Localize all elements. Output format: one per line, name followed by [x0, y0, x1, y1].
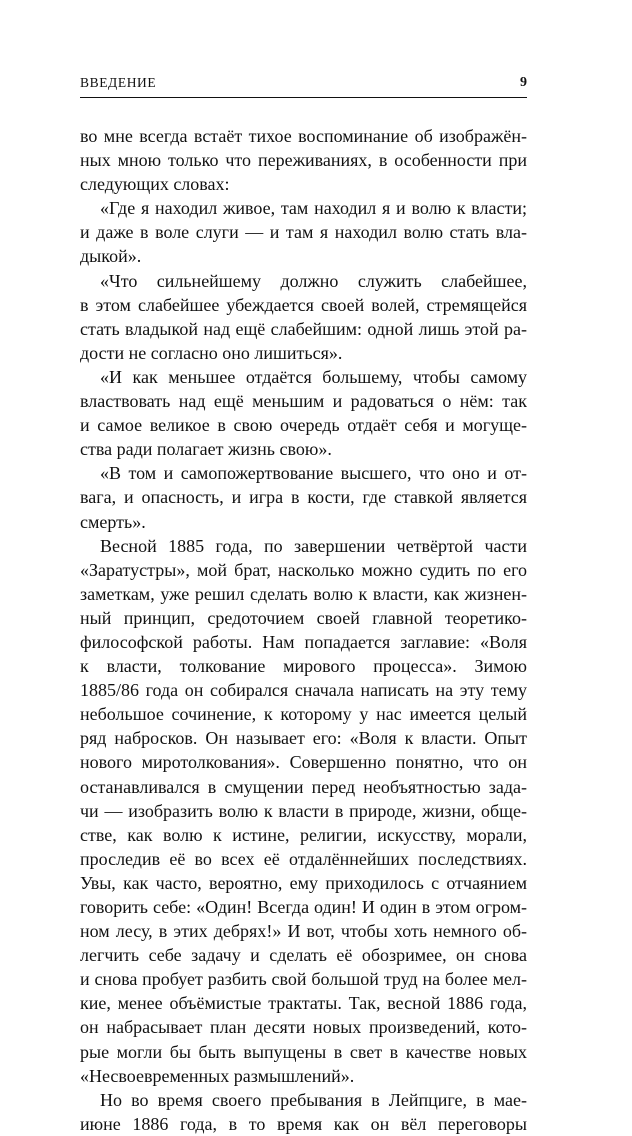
text-line: смерть». [80, 511, 146, 532]
text-line: «Несвоевременных размышлений». [80, 1065, 355, 1086]
text-line: к власти, толкование мирового процесса». Зимою [80, 656, 527, 677]
text-line: во мне всегда встаёт тихое воспоминание об изображён- [80, 126, 527, 146]
text-line: стве, как волю к истине, религии, искусству, морали, [80, 824, 527, 845]
text-line: «И как меньшее отдаётся большему, чтобы самому [100, 366, 527, 387]
running-head-title: ВВЕДЕНИЕ [80, 75, 157, 90]
text-line: ных мною только что переживаниях, в особенности при [80, 150, 527, 171]
text-line: он набрасывает план десяти новых произведений, кото- [80, 1017, 527, 1038]
text-line: и снова пробует разбить свой большой труд на более мел- [80, 969, 527, 990]
text-line: говорить себе: «Один! Всегда один! И один в этом огром- [80, 897, 527, 917]
text-line: чи — изобразить волю к власти в природе, жизни, обще- [80, 800, 527, 821]
text-line: Но во время своего пребывания в Лейпциге, в мае- [100, 1089, 527, 1110]
text-line: властвовать над ещё меньшим и радоваться о нём: так [80, 391, 527, 412]
text-line: Увы, как часто, вероятно, ему приходилось с отчаянием [80, 872, 527, 893]
text-line: небольшое сочинение, к которому у нас имеется целый [80, 704, 527, 725]
text-line: 1885/86 года он собирался сначала написать на эту тему [80, 680, 527, 701]
text-line: стать владыкой над ещё слабейшим: одной лишь этой ра- [80, 318, 527, 339]
text-line: рые могли бы быть выпущены в свет в качестве новых [80, 1041, 527, 1062]
text-line: вага, и опасность, и игра в кости, где ставкой является [80, 487, 527, 508]
text-line: июне 1886 года, в то время как он вёл переговоры [80, 1113, 527, 1134]
text-line: дыкой». [80, 246, 142, 267]
running-header [80, 70, 527, 98]
text-line: и даже в воле слуги — и там я находил волю стать вла- [80, 222, 527, 243]
text-line: и самое великое в свою очередь отдаёт себя и могуще- [80, 415, 527, 436]
text-line: ства ради полагает жизнь свою». [80, 439, 332, 460]
text-line: ный принцип, средоточием своей главной теоретико- [80, 607, 527, 628]
text-line: следующих словах: [80, 174, 230, 195]
text-line: заметкам, уже решил сделать волю к власти, как жизнен- [80, 583, 527, 604]
body-text [80, 124, 527, 1136]
text-line: кие, менее объёмистые трактаты. Так, весной 1886 года, [80, 993, 527, 1014]
text-line: останавливался в смущении перед необъятностью зада- [80, 776, 527, 797]
text-line: «Где я находил живое, там находил я и волю к власти; [100, 198, 527, 219]
text-line: дости не согласно оно лишиться». [80, 342, 343, 363]
text-line: легчить себе задачу и сделать её обозримее, он снова [80, 945, 527, 966]
text-line: философской работы. Нам попадается заглавие: «Воля [80, 631, 527, 652]
text-line: в этом слабейшее убеждается своей волей, стремящейся [80, 294, 527, 315]
text-line: «В том и самопожертвование высшего, что оно и от- [100, 463, 527, 484]
text-line: ном лесу, в этих дебрях!» И вот, чтобы хоть немного об- [80, 921, 527, 942]
text-line: «Заратустры», мой брат, насколько можно судить по его [80, 559, 527, 580]
text-line: нового миротолкования». Совершенно понятно, что он [80, 752, 527, 773]
text-line: «Что сильнейшему должно служить слабейшее, [100, 270, 527, 291]
text-line: ряд набросков. Он называет его: «Воля к власти. Опыт [80, 728, 527, 749]
text-line: проследив её во всех её отдалённейших последствиях. [80, 848, 527, 869]
page-number: 9 [520, 75, 527, 90]
text-line: Весной 1885 года, по завершении четвёртой части [100, 535, 527, 556]
